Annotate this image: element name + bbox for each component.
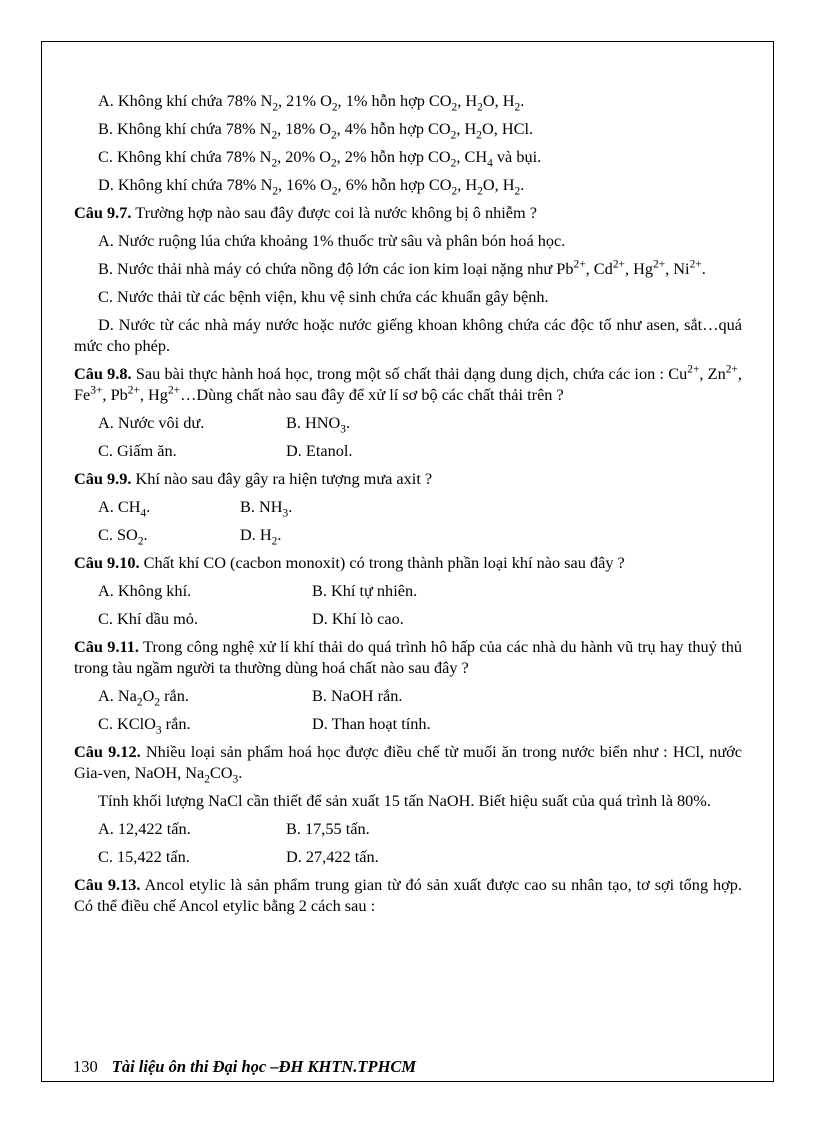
page-content xyxy=(74,90,742,923)
q98-options-row-1 xyxy=(74,412,742,436)
question-label: Câu 9.11. xyxy=(74,637,139,656)
q912-option-c: C. 15,422 tấn. xyxy=(98,847,190,866)
q912-option-a: A. 12,422 tấn. xyxy=(98,819,191,838)
q99-options-row-1 xyxy=(74,496,742,520)
q98-option-d: D. Etanol. xyxy=(286,441,353,460)
q911-options-row-1 xyxy=(74,685,742,709)
q97-option-c: C. Nước thải từ các bệnh viện, khu vệ sinh chứa các khuẩn gây bệnh. xyxy=(98,287,549,306)
question-label: Câu 9.8. xyxy=(74,364,132,383)
question-text: Sau bài thực hành hoá học, trong một số chất thải dạng dung dịch, chứa các ion : $Cu^{2+}$, $Zn^{2+}$, $Fe^{3+}$, $Pb^{2+}$, $Hg^{2+}\dots Dùng$ chất nào sau đây để xử lí sơ bộ các chất thải trên ? xyxy=(74,363,742,404)
q97-option-a: A. Nước ruộng lúa chứa khoảng 1% thuốc trừ sâu và phân bón hoá học. xyxy=(98,231,566,250)
question-9-7 xyxy=(74,202,742,223)
q911-option-c: C. KClO$_3$ rắn. xyxy=(98,714,191,737)
q98-options-row-2 xyxy=(74,440,742,461)
q96-option-b: B. Không khí chứa 78% $N_2$, 18% $O_2$, 4% hỗn hợp $CO_2$, $H_2O$, HCl. xyxy=(98,119,534,142)
q97-option-d: D. Nước từ các nhà máy nước hoặc nước giếng khoan không chứa các độc tố như asen, sắt…quá mức cho phép. xyxy=(74,315,742,355)
q98-option-a: A. Nước vôi dư. xyxy=(98,413,205,432)
q99-option-c: C. $SO_2$. xyxy=(98,525,148,548)
page-footer xyxy=(73,1056,416,1078)
q912-paragraph: Tính khối lượng NaCl cần thiết để sản xuất 15 tấn NaOH. Biết hiệu suất của quá trình là 80%. xyxy=(98,791,711,810)
q911-option-d: D. Than hoạt tính. xyxy=(312,714,431,733)
q98-option-b: B. $HNO_3$. xyxy=(286,413,351,436)
question-9-12 xyxy=(74,741,742,786)
q99-options-row-2 xyxy=(74,524,742,548)
page-number: 130 xyxy=(73,1057,98,1076)
question-label: Câu 9.7. xyxy=(74,203,132,222)
q912-options-row-2 xyxy=(74,846,742,867)
q912-option-b: B. 17,55 tấn. xyxy=(286,819,370,838)
question-label: Câu 9.12. xyxy=(74,742,141,761)
q911-option-b: B. NaOH rắn. xyxy=(312,686,403,705)
q99-option-b: B. $NH_3$. xyxy=(240,497,293,520)
q910-option-a: A. Không khí. xyxy=(98,581,192,600)
question-text: Ancol etylic là sản phẩm trung gian từ đó sản xuất được cao su nhân tạo, tơ sợi tổng hợp. Có thể điều chế Ancol etylic bằng 2 cách sau : xyxy=(74,875,742,915)
question-9-9 xyxy=(74,468,742,489)
question-9-10 xyxy=(74,552,742,573)
q910-option-b: B. Khí tự nhiên. xyxy=(312,581,418,600)
q99-option-a: A. $CH_4$. xyxy=(98,497,151,520)
q99-option-d: D. $H_2$. xyxy=(240,525,282,548)
q97-option-b: B. Nước thải nhà máy có chứa nồng độ lớn các ion kim loại nặng như $Pb^{2+}$, $Cd^{2+}$, $Hg^{2+}$, $Ni^{2+}$. xyxy=(98,258,706,278)
question-text: Chất khí CO (cacbon monoxit) có trong thành phần loại khí nào sau đây ? xyxy=(139,553,625,572)
q910-options-row-2 xyxy=(74,608,742,629)
q912-options-row-1 xyxy=(74,818,742,839)
question-text: Trong công nghệ xử lí khí thải do quá trình hô hấp của các nhà du hành vũ trụ hay thuỷ thủ trong tàu ngầm người ta thường dùng hoá chất nào sau đây ? xyxy=(74,637,742,677)
footer-title: Tài liệu ôn thi Đại học –ĐH KHTN.TPHCM xyxy=(111,1057,417,1076)
q910-options-row-1 xyxy=(74,580,742,601)
question-9-8 xyxy=(74,363,742,405)
question-text: Khí nào sau đây gây ra hiện tượng mưa axit ? xyxy=(131,469,433,488)
q910-option-c: C. Khí dầu mỏ. xyxy=(98,609,198,628)
q96-option-d: D. Không khí chứa 78% $N_2$, 16% $O_2$, 6% hỗn hợp $CO_2$, $H_2O$, $H_2$. xyxy=(98,175,525,198)
question-9-11 xyxy=(74,636,742,678)
q910-option-d: D. Khí lò cao. xyxy=(312,609,404,628)
question-text: Nhiều loại sản phẩm hoá học được điều chế từ muối ăn trong nước biển như : HCl, nước Gia-ven, NaOH, $Na_2CO_3$. xyxy=(74,742,742,786)
question-text: Trường hợp nào sau đây được coi là nước không bị ô nhiễm ? xyxy=(131,203,537,222)
q96-option-c: C. Không khí chứa 78% $N_2$, 20% $O_2$, 2% hỗn hợp $CO_2$, $CH_4$ và bụi. xyxy=(98,147,542,170)
question-label: Câu 9.13. xyxy=(74,875,141,894)
q912-option-d: D. 27,422 tấn. xyxy=(286,847,379,866)
q98-option-c: C. Giấm ăn. xyxy=(98,441,177,460)
q911-option-a: A. $Na_2O_2$ rắn. xyxy=(98,686,189,709)
question-9-13 xyxy=(74,874,742,916)
q96-option-a: A. Không khí chứa 78% $N_2$, 21% $O_2$, 1% hỗn hợp $CO_2$, $H_2O$, $H_2$. xyxy=(98,91,525,114)
question-label: Câu 9.10. xyxy=(74,553,140,572)
q911-options-row-2 xyxy=(74,713,742,737)
question-label: Câu 9.9. xyxy=(74,469,132,488)
